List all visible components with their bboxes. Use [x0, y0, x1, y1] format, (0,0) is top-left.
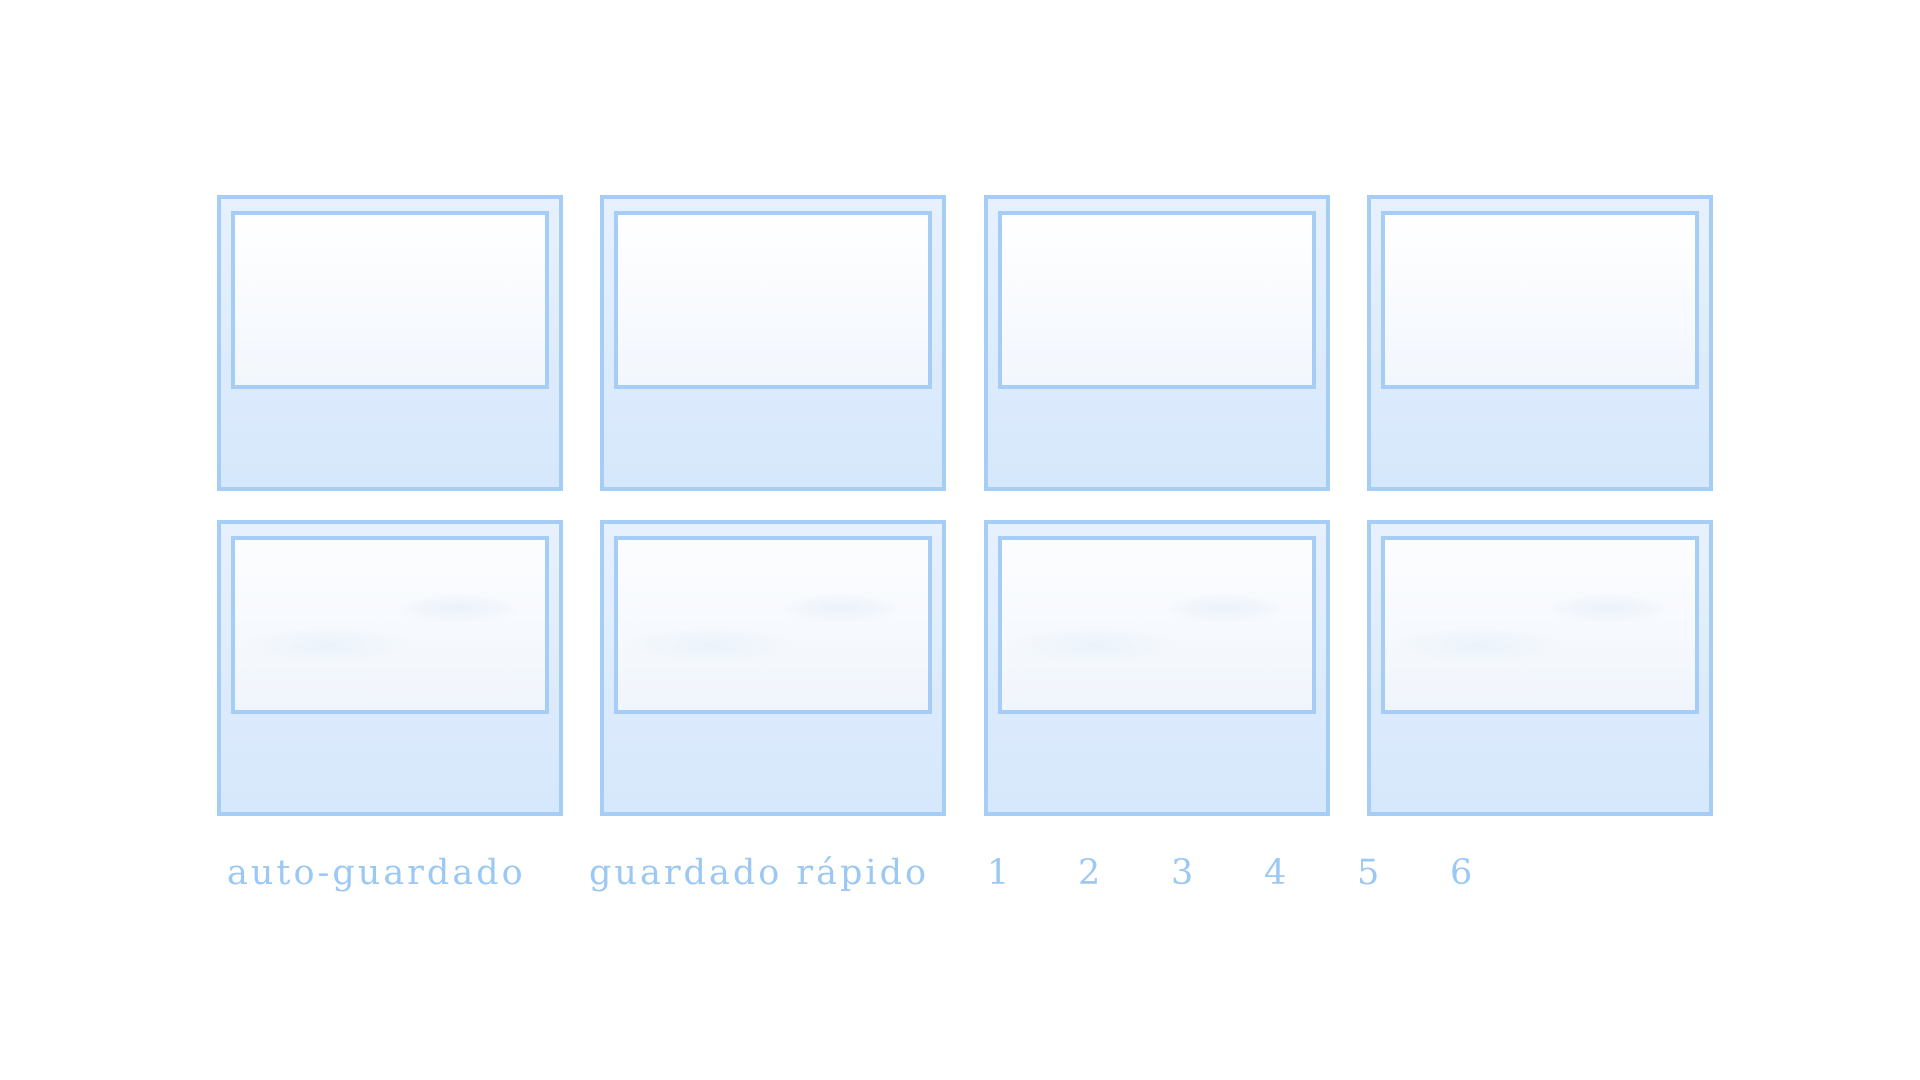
save-slot-3[interactable] — [984, 195, 1330, 491]
save-slot-8-thumbnail — [1381, 536, 1699, 714]
auto-save-page-button[interactable]: auto-guardado — [227, 853, 526, 893]
save-slot-2[interactable] — [600, 195, 946, 491]
page-3-button[interactable]: 3 — [1171, 853, 1197, 893]
quick-save-page-button[interactable]: guardado rápido — [589, 853, 930, 893]
save-slot-3-info — [988, 393, 1326, 487]
save-slot-5-thumbnail — [231, 536, 549, 714]
save-slot-5[interactable] — [217, 520, 563, 816]
page-6-button[interactable]: 6 — [1450, 853, 1476, 893]
save-slot-4-thumbnail — [1381, 211, 1699, 389]
page-navigation — [0, 848, 1920, 898]
save-slot-2-info — [604, 393, 942, 487]
save-slot-1[interactable] — [217, 195, 563, 491]
save-slot-8-info — [1371, 718, 1709, 812]
save-slot-6[interactable] — [600, 520, 946, 816]
page-4-button[interactable]: 4 — [1264, 853, 1290, 893]
save-slot-4[interactable] — [1367, 195, 1713, 491]
save-slot-4-info — [1371, 393, 1709, 487]
save-slot-7[interactable] — [984, 520, 1330, 816]
save-slot-1-info — [221, 393, 559, 487]
save-slot-6-info — [604, 718, 942, 812]
page-5-button[interactable]: 5 — [1357, 853, 1383, 893]
save-slot-6-thumbnail — [614, 536, 932, 714]
save-slot-2-thumbnail — [614, 211, 932, 389]
save-slot-7-thumbnail — [998, 536, 1316, 714]
save-slot-7-info — [988, 718, 1326, 812]
save-slot-1-thumbnail — [231, 211, 549, 389]
save-slot-5-info — [221, 718, 559, 812]
save-slot-3-thumbnail — [998, 211, 1316, 389]
page-1-button[interactable]: 1 — [987, 853, 1013, 893]
page-2-button[interactable]: 2 — [1078, 853, 1104, 893]
save-slot-8[interactable] — [1367, 520, 1713, 816]
